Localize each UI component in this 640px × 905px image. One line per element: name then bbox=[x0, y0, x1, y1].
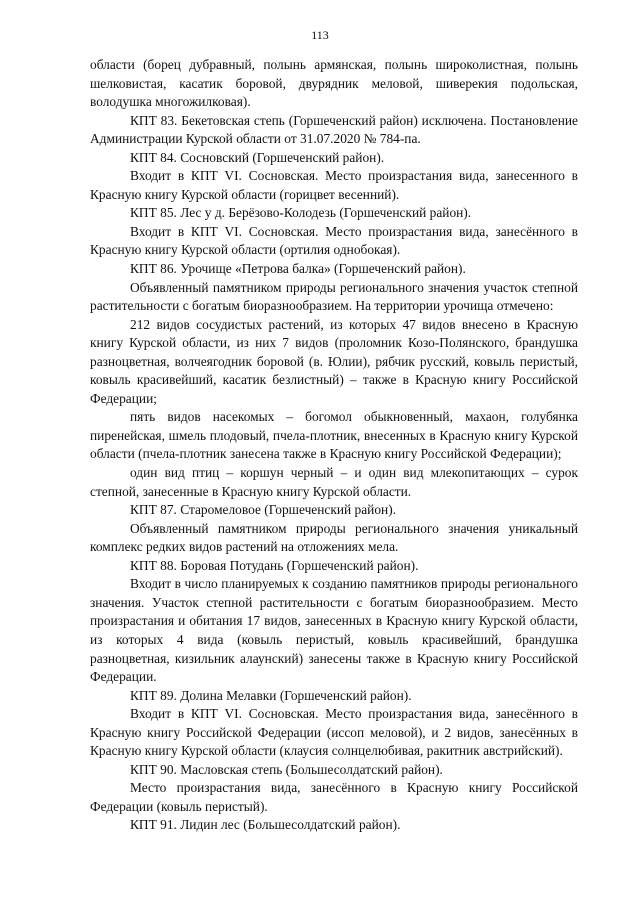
paragraph: КПТ 87. Старомеловое (Горшеченский район). bbox=[130, 502, 397, 518]
document-body bbox=[90, 56, 578, 835]
paragraph: КПТ 86. Урочище «Петрова балка» (Горшеченский район). bbox=[130, 261, 466, 277]
paragraph: КПТ 85. Лес у д. Берёзово-Колодезь (Горшеченский район). bbox=[130, 205, 472, 221]
paragraph: Входит в КПТ VI. Сосновская. Место произрастания вида, занесенного в Красную книгу Курской области (горицвет весенний). bbox=[90, 168, 578, 202]
paragraph: КПТ 89. Долина Мелавки (Горшеченский район). bbox=[130, 687, 412, 703]
paragraph: КПТ 84. Сосновский (Горшеченский район). bbox=[130, 149, 385, 165]
paragraph: КПТ 88. Боровая Потудань (Горшеченский район). bbox=[130, 557, 419, 573]
paragraph: один вид птиц – коршун черный – и один вид млекопитающих – сурок степной, занесенные в Красную книгу Курской области. bbox=[90, 465, 578, 499]
page-number: 113 bbox=[311, 28, 329, 42]
paragraph: КПТ 83. Бекетовская степь (Горшеченский район) исключена. Постановление Администрации Курской области от 31.07.2020 № 784-па. bbox=[90, 112, 578, 147]
paragraph: области (борец дубравный, полынь армянская, полынь широколистная, полынь шелковистая, касатик боровой, двурядник меловой, шиверекия подольская, володушка многожилковая). bbox=[90, 57, 578, 110]
paragraph: Объявленный памятником природы регионального значения уникальный комплекс редких видов растений на отложениях мела. bbox=[90, 520, 578, 555]
paragraph: Входит в КПТ VI. Сосновская. Место произрастания вида, занесённого в Красную книгу Курской области (ортилия однобокая). bbox=[90, 223, 578, 258]
paragraph: КПТ 90. Масловская степь (Большесолдатский район). bbox=[130, 761, 443, 777]
paragraph: КПТ 91. Лидин лес (Большесолдатский район). bbox=[130, 817, 401, 833]
paragraph: Входит в КПТ VI. Сосновская. Место произрастания вида, занесённого в Красную книгу Российской Федерации (иссоп меловой), и 2 видов, занесённых в Красную книгу Курской области (клаусия солнцелюбивая, ракитник австрийский). bbox=[90, 706, 578, 759]
paragraph: Входит в число планируемых к созданию памятников природы регионального значения. Участок степной растительности с богатым биоразнообразием. Место произрастания и обитания 17 видов, занесенных в Красную книгу Курской области, из которых 4 вида (ковыль перистый, ковыль красивейший, брандушка разноцветная, кизильник алаунский) занесены также в Красную книгу Российской Федерации. bbox=[90, 576, 578, 685]
paragraph: Объявленный памятником природы регионального значения участок степной растительности с богатым биоразнообразием. На территории урочища отмечено: bbox=[90, 279, 578, 314]
paragraph: пять видов насекомых – богомол обыкновенный, махаон, голубянка пиренейская, шмель плодовый, пчела-плотник, внесенных в Красную книгу Курской области (пчела-плотник занесена также в Красную книгу Российской Федерации); bbox=[90, 409, 578, 462]
paragraph: Место произрастания вида, занесённого в Красную книгу Российской Федерации (ковыль перистый). bbox=[90, 780, 578, 814]
paragraph: 212 видов сосудистых растений, из которых 47 видов внесено в Красную книгу Курской области, из них 7 видов (проломник Козо-Полянского, брандушка разноцветная, волчеягодник боровой (в. Юлии), рябчик русский, ковыль перистый, ковыль красивейший, касатик безлистный) – также в Красную книгу Российской Федерации; bbox=[90, 316, 578, 406]
